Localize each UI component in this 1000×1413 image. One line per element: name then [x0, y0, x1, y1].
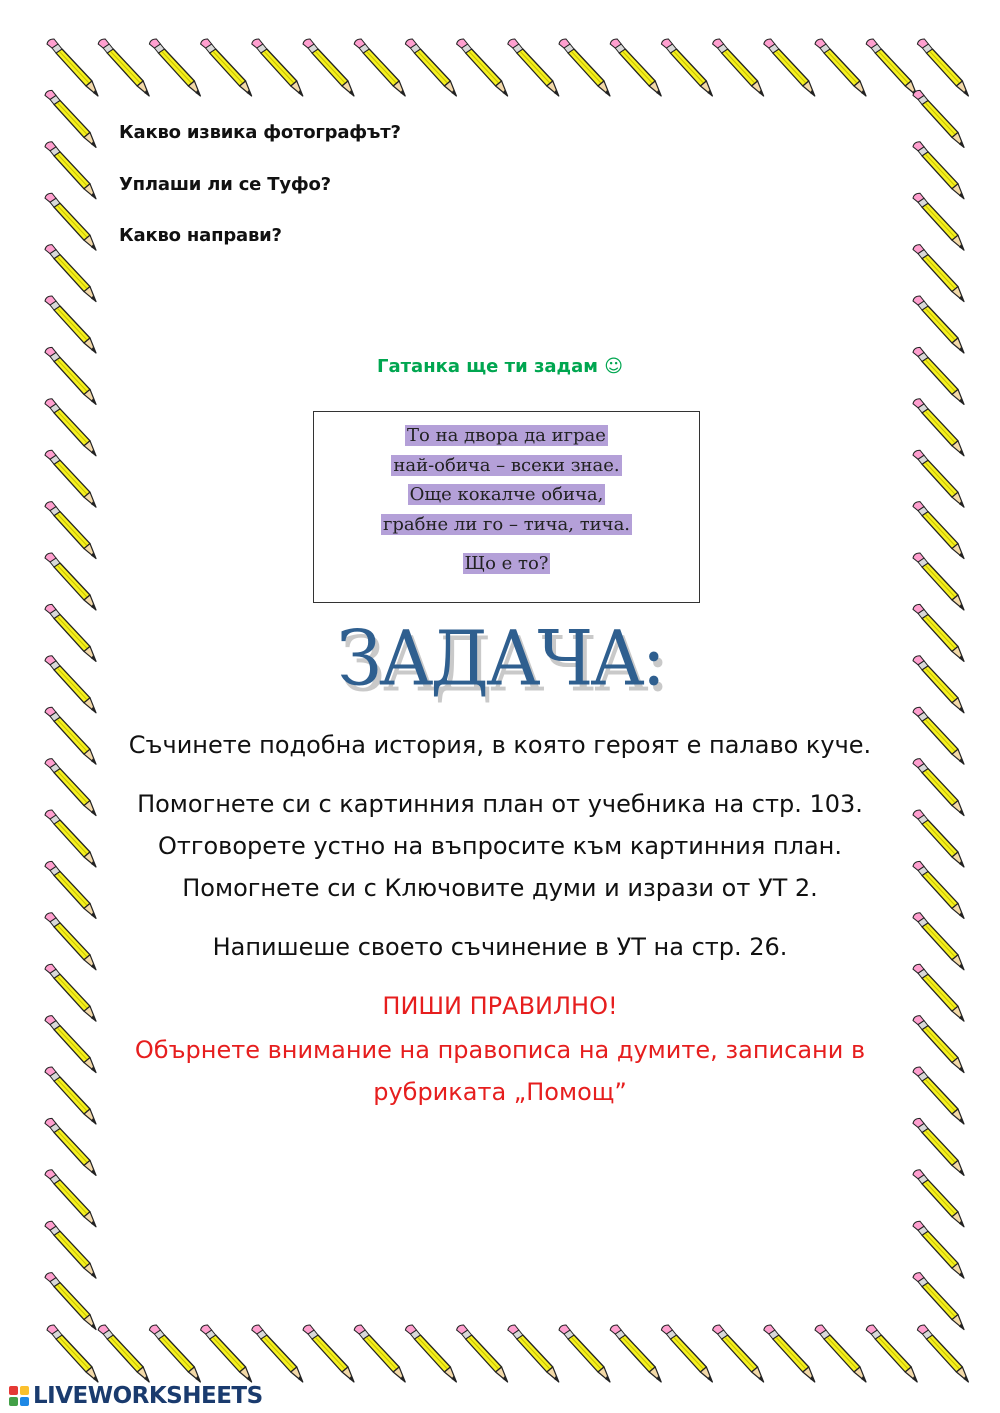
liveworksheets-logo[interactable] [8, 1382, 263, 1410]
pencil-icon [45, 1118, 96, 1175]
riddle-line-2: най-обича – всеки знае. [393, 454, 620, 476]
pencil-icon [559, 1325, 610, 1382]
logo-icon [8, 1385, 30, 1407]
pencil-icon [98, 39, 149, 96]
pencil-icon [149, 39, 200, 96]
pencil-icon [252, 39, 303, 96]
pencil-icon [866, 1325, 917, 1382]
pencil-icon [917, 1325, 968, 1382]
question-2: Уплаши ли се Туфо? [119, 174, 331, 195]
riddle-title: Гатанка ще ти задам ☺ [377, 356, 623, 377]
pencil-icon [98, 1325, 149, 1382]
pencil-icon [405, 1325, 456, 1382]
pencil-icon [45, 1221, 96, 1278]
task-paragraph-4: Помогнете си с Ключовите думи и изрази от УТ 2. [182, 874, 818, 902]
riddle-question: Що е то? [464, 553, 549, 574]
pencil-icon [913, 450, 964, 507]
pencil-icon [913, 193, 964, 250]
pencil-icon [815, 1325, 866, 1382]
pencil-icon [913, 245, 964, 302]
pencil-icon [713, 1325, 764, 1382]
pencil-icon [201, 39, 252, 96]
pencil-icon [354, 39, 405, 96]
pencil-icon [661, 1325, 712, 1382]
riddle-line-1: То на двора да играе [407, 425, 606, 446]
pencil-icon [913, 296, 964, 353]
pencil-icon [45, 90, 96, 147]
pencil-icon [303, 1325, 354, 1382]
question-3: Какво направи? [119, 225, 282, 246]
pencil-icon [610, 1325, 661, 1382]
pencil-icon [45, 245, 96, 302]
pencil-icon [303, 39, 354, 96]
task-paragraph-5: Напишеше своето съчинение в УТ на стр. 26. [212, 933, 788, 961]
pencil-icon [913, 502, 964, 559]
pencil-icon [713, 39, 764, 96]
pencil-icon [201, 1325, 252, 1382]
task-heading: ЗАДАЧА: [337, 613, 663, 703]
pencil-icon [913, 1273, 964, 1330]
pencil-icon [457, 39, 508, 96]
riddle-line-3: Още кокалче обича, [409, 484, 604, 505]
pencil-icon [45, 296, 96, 353]
pencil-icon [917, 39, 968, 96]
question-1: Какво извика фотографът? [119, 122, 401, 143]
pencil-icon [45, 450, 96, 507]
riddle-box [313, 411, 700, 603]
pencil-icon [354, 1325, 405, 1382]
pencil-icon [45, 193, 96, 250]
pencil-icon [45, 142, 96, 199]
task-paragraph-2: Помогнете си с картинния план от учебника на стр. 103. [137, 790, 863, 818]
pencil-icon [405, 39, 456, 96]
pencil-icon [913, 553, 964, 610]
pencil-icon [47, 39, 98, 96]
pencil-icon [45, 399, 96, 456]
task-paragraph-3: Отговорете устно на въпросите към картинния план. [158, 832, 842, 860]
pencil-icon [559, 39, 610, 96]
pencil-icon [913, 1221, 964, 1278]
warning-line-2: рубриката „Помощ” [373, 1078, 627, 1106]
pencil-icon [457, 1325, 508, 1382]
pencil-icon [913, 1118, 964, 1175]
logo-text: LIVEWORKSHEETS [33, 1383, 263, 1409]
pencil-icon [45, 1170, 96, 1227]
pencil-icon [913, 399, 964, 456]
pencil-icon [508, 39, 559, 96]
pencil-icon [764, 39, 815, 96]
pencil-icon [661, 39, 712, 96]
warning-title: ПИШИ ПРАВИЛНО! [382, 992, 618, 1020]
pencil-icon [913, 1170, 964, 1227]
pencil-icon [45, 553, 96, 610]
pencil-icon [866, 39, 917, 96]
riddle-line-4: грабне ли го – тича, тича. [382, 513, 631, 535]
pencil-icon [610, 39, 661, 96]
pencil-icon [815, 39, 866, 96]
warning-line-1: Обърнете внимание на правописа на думите, записани в [134, 1036, 866, 1064]
pencil-icon [913, 90, 964, 147]
pencil-icon [764, 1325, 815, 1382]
pencil-icon [508, 1325, 559, 1382]
pencil-icon [45, 502, 96, 559]
pencil-icon [252, 1325, 303, 1382]
pencil-icon [45, 1273, 96, 1330]
pencil-icon [913, 142, 964, 199]
task-paragraph-1: Съчинете подобна история, в която героят е палаво куче. [128, 731, 872, 759]
pencil-icon [47, 1325, 98, 1382]
pencil-icon [149, 1325, 200, 1382]
